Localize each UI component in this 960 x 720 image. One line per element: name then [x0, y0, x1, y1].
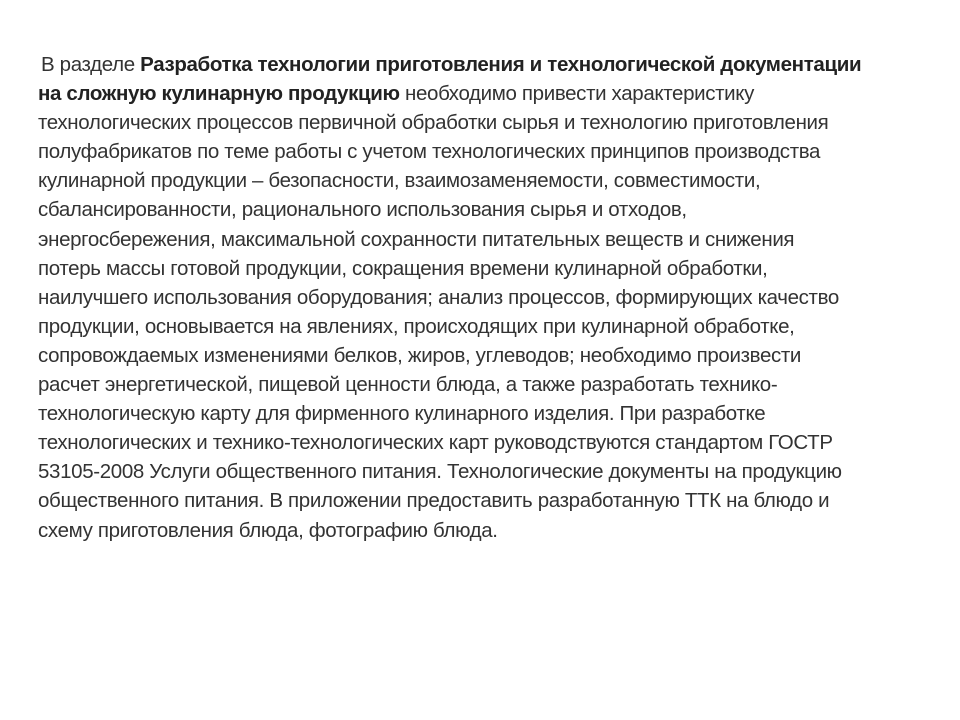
- body-text: [38, 50, 938, 545]
- text-line-2: [38, 79, 938, 108]
- text-line-1: [38, 50, 938, 79]
- text-line: кулинарной продукции – безопасности, взаимозаменяемости, совместимости,: [38, 169, 761, 193]
- text-line: 53105-2008 Услуги общественного питания. Технологические документы на продукцию: [38, 460, 842, 484]
- section-title-part-1: Разработка технологии приготовления и технологической документации: [140, 53, 862, 76]
- text-line: технологических процессов первичной обработки сырья и технологию приготовления: [38, 111, 829, 135]
- text-line: продукции, основывается на явлениях, происходящих при кулинарной обработке,: [38, 314, 795, 338]
- text-line: сопровождаемых изменениями белков, жиров, углеводов; необходимо произвести: [38, 343, 802, 367]
- line-2-rest: необходимо привести характеристику: [399, 82, 755, 106]
- section-title-part-2: на сложную кулинарную продукцию: [38, 82, 400, 106]
- text-line: наилучшего использования оборудования; анализ процессов, формирующих качество: [38, 285, 839, 309]
- text-line: технологических и технико-технологических карт руководствуются стандартом ГОСТР: [38, 431, 833, 455]
- text-line: потерь массы готовой продукции, сокращения времени кулинарной обработки,: [38, 256, 768, 280]
- text-line: технологическую карту для фирменного кулинарного изделия. При разработке: [38, 402, 766, 426]
- text-line: сбалансированности, рационального использования сырья и отходов,: [38, 198, 687, 222]
- text-line: полуфабрикатов по теме работы с учетом технологических принципов производства: [38, 140, 821, 164]
- text-line: энергосбережения, максимальной сохранности питательных веществ и снижения: [38, 227, 795, 251]
- text-line: схему приготовления блюда, фотографию блюда.: [38, 518, 498, 542]
- text-line: расчет энергетической, пищевой ценности блюда, а также разработать технико-: [38, 373, 778, 397]
- text-line: общественного питания. В приложении предоставить разработанную ТТК на блюдо и: [38, 489, 830, 513]
- intro-text: В разделе: [41, 53, 141, 76]
